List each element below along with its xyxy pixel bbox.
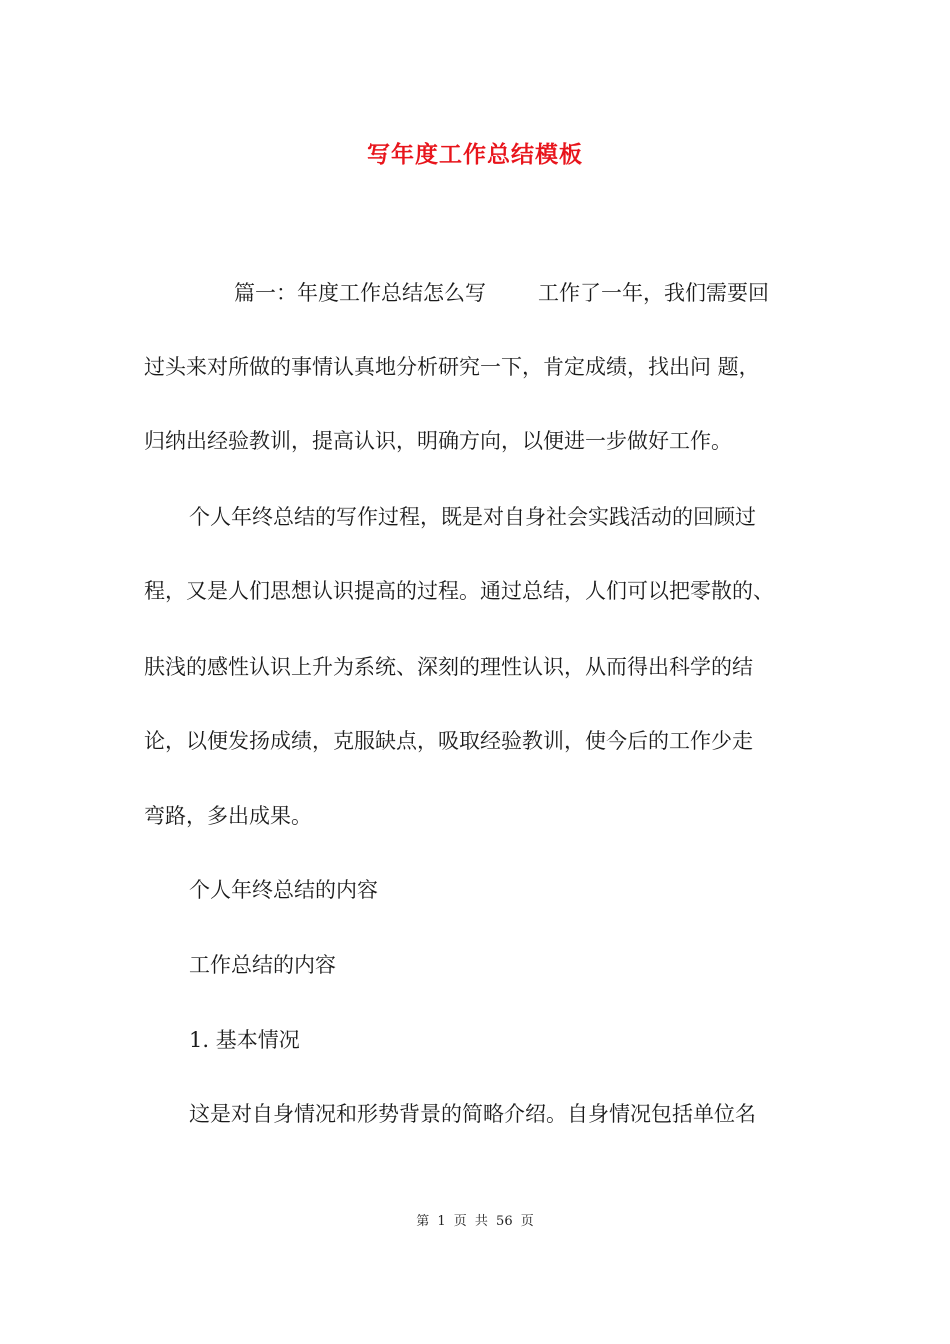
paragraph-line-8: 弯路，多出成果。: [144, 804, 312, 828]
paragraph-line-6: 肤浅的感性认识上升为系统、深刻的理性认识，从而得出科学的结: [144, 655, 753, 679]
paragraph-line-3: 归纳出经验教训，提高认识，明确方向，以便进一步做好工作。: [144, 429, 732, 453]
subheading-3: 1. 基本情况: [189, 1028, 300, 1052]
document-title: 写年度工作总结模板: [367, 141, 583, 168]
paragraph-text: 工作了一年，我们需要回: [538, 281, 769, 305]
paragraph-line-7: 论，以便发扬成绩，克服缺点，吸取经验教训，使今后的工作少走: [144, 729, 753, 753]
paragraph-line-12: 这是对自身情况和形势背景的简略介绍。自身情况包括单位名: [189, 1102, 756, 1126]
subheading-2: 工作总结的内容: [189, 953, 336, 977]
paragraph-line-4: 个人年终总结的写作过程，既是对自身社会实践活动的回顾过: [189, 505, 756, 529]
paragraph-line-1: [234, 278, 769, 308]
subheading-1: 个人年终总结的内容: [189, 878, 378, 902]
paragraph-line-5: 程，又是人们思想认识提高的过程。通过总结，人们可以把零散的、: [144, 579, 774, 603]
page-footer: 第 1 页 共 56 页: [416, 1214, 534, 1229]
paragraph-line-2: 过头来对所做的事情认真地分析研究一下，肯定成绩，找出问 题，: [144, 355, 760, 379]
section-heading: 篇一：年度工作总结怎么写: [234, 281, 486, 305]
